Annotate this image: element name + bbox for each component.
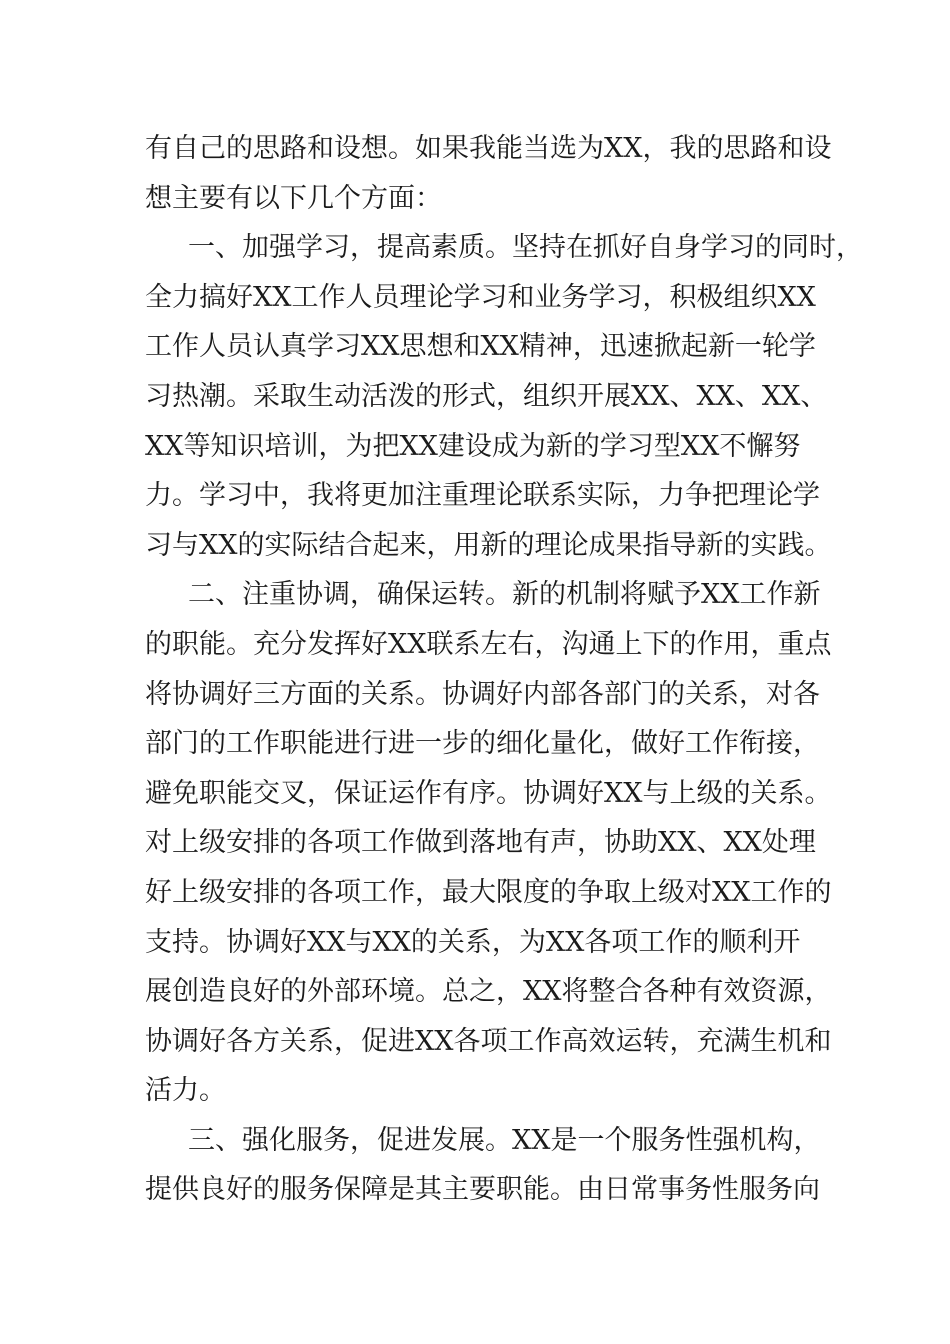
text-line: 将协调好三方面的关系。协调好内部各部门的关系，对各 bbox=[145, 678, 820, 710]
text-line: 展创造良好的外部环境。总之，XX将整合各种有效资源， bbox=[145, 976, 832, 1008]
text-line: 的职能。充分发挥好XX联系左右，沟通上下的作用，重点 bbox=[145, 628, 832, 660]
section-heading-line: 三、强化服务，促进发展。XX是一个服务性强机构， bbox=[188, 1124, 821, 1156]
text-line: 力。学习中，我将更加注重理论联系实际，力争把理论学 bbox=[145, 480, 820, 512]
text-line: 想主要有以下几个方面： bbox=[145, 182, 442, 214]
text-line: 全力搞好XX工作人员理论学习和业务学习，积极组织XX bbox=[145, 281, 816, 313]
section-heading-line: 二、注重协调，确保运转。新的机制将赋予XX工作新 bbox=[188, 579, 821, 611]
text-line: 好上级安排的各项工作，最大限度的争取上级对XX工作的 bbox=[145, 876, 832, 908]
text-line: 习热潮。采取生动活泼的形式，组织开展XX、XX、XX、 bbox=[145, 380, 828, 412]
text-line: 工作人员认真学习XX思想和XX精神，迅速掀起新一轮学 bbox=[145, 331, 816, 363]
text-line: 避免职能交叉，保证运作有序。协调好XX与上级的关系。 bbox=[145, 777, 832, 809]
text-line: 对上级安排的各项工作做到落地有声，协助XX、XX处理 bbox=[145, 827, 816, 859]
text-line: 有自己的思路和设想。如果我能当选为XX，我的思路和设 bbox=[145, 133, 832, 164]
text-line: 协调好各方关系，促进XX各项工作高效运转，充满生机和 bbox=[145, 1025, 832, 1057]
body-text bbox=[145, 124, 863, 1215]
text-line: 习与XX的实际结合起来，用新的理论成果指导新的实践。 bbox=[145, 529, 832, 561]
text-line: 部门的工作职能进行进一步的细化量化，做好工作衔接， bbox=[145, 728, 820, 760]
section-heading-line: 一、加强学习，提高素质。坚持在抓好自身学习的同时， bbox=[188, 232, 863, 264]
text-line: 支持。协调好XX与XX的关系，为XX各项工作的顺利开 bbox=[145, 926, 801, 958]
text-line: XX等知识培训，为把XX建设成为新的学习型XX不懈努 bbox=[145, 430, 801, 462]
text-line: 活力。 bbox=[145, 1075, 226, 1107]
text-line: 提供良好的服务保障是其主要职能。由日常事务性服务向 bbox=[145, 1174, 820, 1206]
